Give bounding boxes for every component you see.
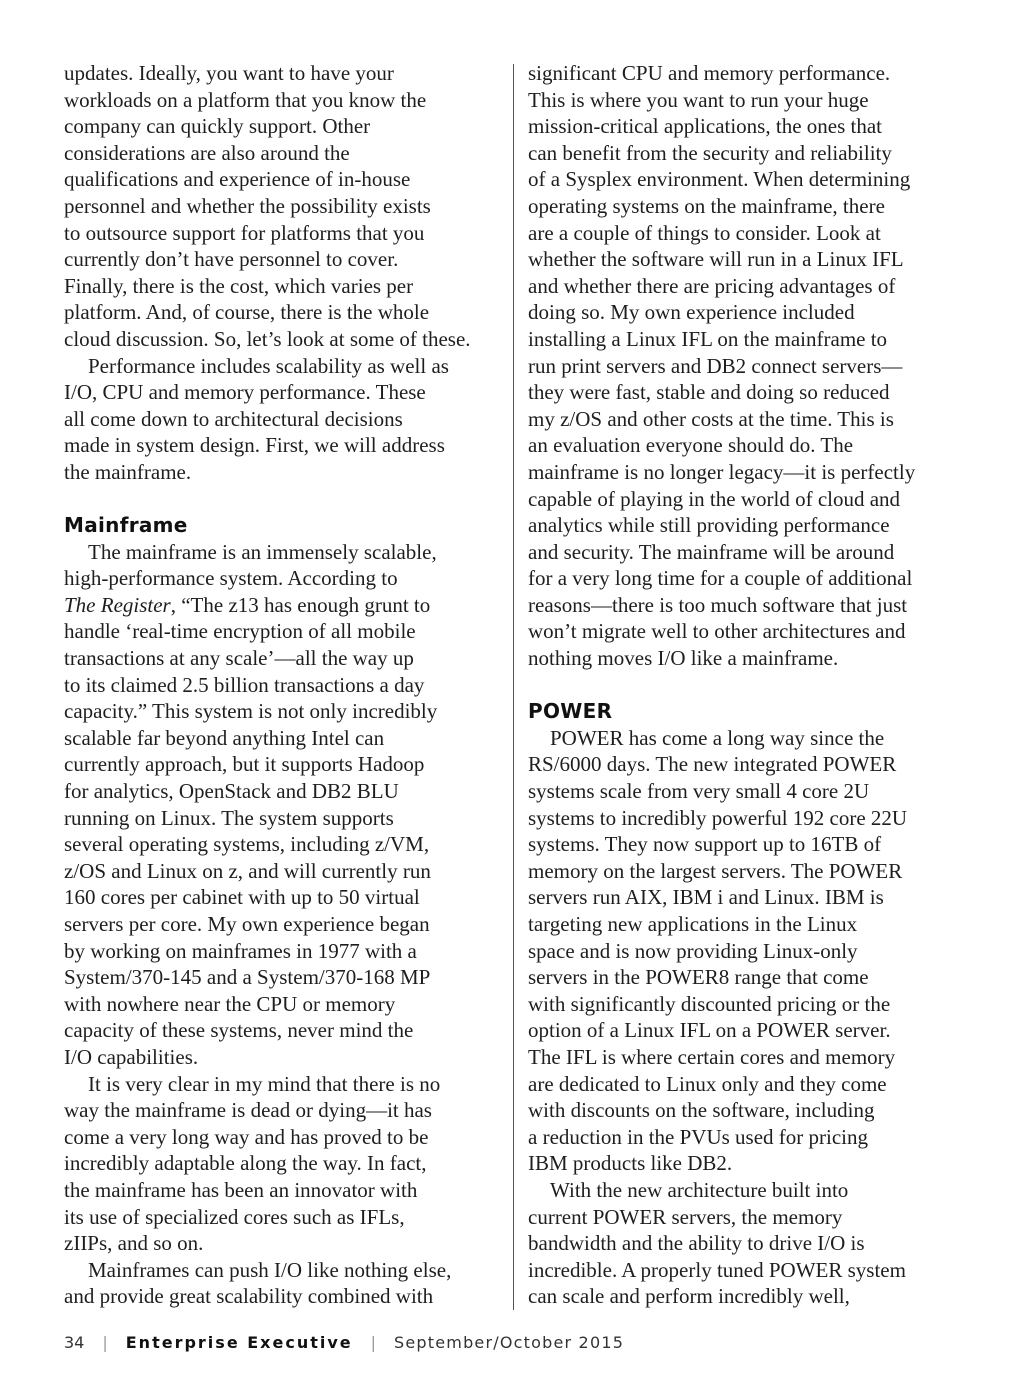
text-line: nothing moves I/O like a mainframe. xyxy=(528,646,839,671)
text-line: with significantly discounted pricing or the xyxy=(528,991,891,1016)
text-line: and provide great scalability combined with xyxy=(64,1284,434,1309)
right-column xyxy=(528,60,962,1310)
text-line: to its claimed 2.5 billion transactions a day xyxy=(64,672,425,697)
text-line: my z/OS and other costs at the time. This is xyxy=(528,406,894,431)
text-line: qualifications and experience of in-house xyxy=(64,167,411,192)
text-line: considerations are also around the xyxy=(64,140,350,165)
text-line: systems to incredibly powerful 192 core 22U xyxy=(528,805,908,830)
section-gap xyxy=(528,672,962,699)
text-line: the mainframe has been an innovator with xyxy=(64,1177,418,1202)
publication-title: The Register xyxy=(64,592,171,617)
page-footer xyxy=(64,1333,624,1352)
text-line: targeting new applications in the Linux xyxy=(528,912,858,936)
text-line: Finally, there is the cost, which varies per xyxy=(64,273,414,298)
text-line: a reduction in the PVUs used for pricing xyxy=(528,1124,869,1149)
text-line: with discounts on the software, including xyxy=(528,1098,875,1123)
text-line xyxy=(64,592,500,619)
power-paragraph-1 xyxy=(528,725,962,1177)
issue-date: September/October 2015 xyxy=(394,1333,625,1352)
text-line: option of a Linux IFL on a POWER server. xyxy=(528,1018,891,1043)
text-line: incredible. A properly tuned POWER system xyxy=(528,1257,906,1282)
magazine-name: Enterprise Executive xyxy=(125,1333,353,1352)
text-line: With the new architecture built into xyxy=(550,1177,849,1202)
text-line: doing so. My own experience included xyxy=(528,300,855,325)
text-line: cloud discussion. So, let’s look at some of these. xyxy=(64,326,471,351)
text-line: RS/6000 days. The new integrated POWER xyxy=(528,752,897,777)
text-line: reasons—there is too much software that just xyxy=(528,592,908,617)
continued-paragraph xyxy=(528,60,962,672)
text-line: mission-critical applications, the ones that xyxy=(528,114,882,139)
text-line: Mainframes can push I/O like nothing else, xyxy=(88,1257,452,1282)
text-line: memory on the largest servers. The POWER xyxy=(528,858,903,883)
text-line: won’t migrate well to other architectures and xyxy=(528,619,906,644)
text-fragment: , “The z13 has enough grunt to xyxy=(170,592,431,617)
text-line: Performance includes scalability as well as xyxy=(88,353,449,378)
text-line: scalable far beyond anything Intel can xyxy=(64,725,385,750)
text-line: made in system design. First, we will address xyxy=(64,433,445,458)
text-line: current POWER servers, the memory xyxy=(528,1204,843,1229)
text-line: operating systems on the mainframe, there xyxy=(528,193,885,218)
footer-separator: | xyxy=(102,1333,108,1352)
text-line: space and is now providing Linux-only xyxy=(528,938,858,963)
text-line: The mainframe is an immensely scalable, xyxy=(88,539,437,564)
left-column xyxy=(64,60,500,1310)
page-number: 34 xyxy=(64,1333,85,1352)
text-line: capacity of these systems, never mind the xyxy=(64,1018,414,1043)
text-line: for analytics, OpenStack and DB2 BLU xyxy=(64,779,399,804)
text-line: they were fast, stable and doing so reduced xyxy=(528,380,890,405)
text-line: servers in the POWER8 range that come xyxy=(528,965,869,990)
text-line: can scale and perform incredibly well, xyxy=(528,1284,850,1309)
text-line: updates. Ideally, you want to have your xyxy=(64,61,394,85)
text-line: currently don’t have personnel to cover. xyxy=(64,247,399,272)
text-line: way the mainframe is dead or dying—it has xyxy=(64,1098,432,1123)
text-line: to outsource support for platforms that you xyxy=(64,220,425,245)
footer-separator: | xyxy=(370,1333,377,1352)
text-line: zIIPs, and so on. xyxy=(64,1231,204,1256)
text-line: mainframe is no longer legacy—it is perfectly xyxy=(528,459,916,484)
mainframe-paragraph-2 xyxy=(64,1071,500,1257)
text-line: z/OS and Linux on z, and will currently run xyxy=(64,858,431,883)
performance-paragraph xyxy=(64,353,500,486)
mainframe-paragraph-3 xyxy=(64,1257,500,1310)
column-divider xyxy=(513,64,514,1310)
power-paragraph-2 xyxy=(528,1177,962,1310)
text-line: I/O capabilities. xyxy=(64,1044,199,1069)
text-line: currently approach, but it supports Hadoop xyxy=(64,752,425,777)
text-line: several operating systems, including z/VM, xyxy=(64,832,430,857)
text-line: significant CPU and memory performance. xyxy=(528,61,891,85)
text-line: 160 cores per cabinet with up to 50 virtual xyxy=(64,885,420,910)
power-heading: POWER xyxy=(528,699,613,724)
text-line: running on Linux. The system supports xyxy=(64,805,394,830)
text-line: come a very long way and has proved to be xyxy=(64,1124,429,1149)
text-line: transactions at any scale’—all the way up xyxy=(64,646,414,671)
text-line: analytics while still providing performance xyxy=(528,513,890,538)
text-line: high-performance system. According to xyxy=(64,566,398,591)
text-line: whether the software will run in a Linux IFL xyxy=(528,247,904,272)
text-line: company can quickly support. Other xyxy=(64,114,371,139)
text-line: the mainframe. xyxy=(64,459,192,484)
text-line: by working on mainframes in 1977 with a xyxy=(64,938,417,963)
text-line: are dedicated to Linux only and they come xyxy=(528,1071,887,1096)
text-line: for a very long time for a couple of additional xyxy=(528,566,913,591)
text-line: bandwidth and the ability to drive I/O is xyxy=(528,1231,865,1256)
text-line: incredibly adaptable along the way. In fact, xyxy=(64,1151,427,1176)
text-line: with nowhere near the CPU or memory xyxy=(64,991,396,1016)
text-line: its use of specialized cores such as IFLs, xyxy=(64,1204,405,1229)
text-line: POWER has come a long way since the xyxy=(550,725,885,750)
text-line: systems scale from very small 4 core 2U xyxy=(528,779,870,804)
text-line: and whether there are pricing advantages of xyxy=(528,273,896,298)
text-line: platform. And, of course, there is the whole xyxy=(64,300,430,325)
text-line: servers per core. My own experience began xyxy=(64,912,430,936)
text-line: capacity.” This system is not only incredibly xyxy=(64,699,438,724)
text-line: System/370-145 and a System/370-168 MP xyxy=(64,965,431,990)
text-line: IBM products like DB2. xyxy=(528,1151,733,1176)
section-gap xyxy=(64,486,500,513)
text-line: servers run AIX, IBM i and Linux. IBM is xyxy=(528,885,884,910)
mainframe-paragraph-1 xyxy=(64,539,500,1071)
text-line: This is where you want to run your huge xyxy=(528,87,869,112)
text-line: systems. They now support up to 16TB of xyxy=(528,832,882,857)
intro-paragraph xyxy=(64,60,500,353)
text-line: and security. The mainframe will be around xyxy=(528,539,895,564)
text-line: of a Sysplex environment. When determining xyxy=(528,167,911,192)
text-line: can benefit from the security and reliability xyxy=(528,140,892,165)
text-line: workloads on a platform that you know the xyxy=(64,87,427,112)
text-line: are a couple of things to consider. Look at xyxy=(528,220,881,245)
text-line: all come down to architectural decisions xyxy=(64,406,403,431)
text-line: capable of playing in the world of cloud and xyxy=(528,486,901,511)
text-line: installing a Linux IFL on the mainframe to xyxy=(528,326,888,351)
text-line: an evaluation everyone should do. The xyxy=(528,433,854,458)
text-line: The IFL is where certain cores and memory xyxy=(528,1044,896,1069)
text-line: I/O, CPU and memory performance. These xyxy=(64,380,426,405)
mainframe-heading: Mainframe xyxy=(64,513,188,538)
text-line: run print servers and DB2 connect servers— xyxy=(528,353,903,378)
text-line: personnel and whether the possibility exists xyxy=(64,193,431,218)
text-line: It is very clear in my mind that there is no xyxy=(88,1071,441,1096)
text-line: handle ‘real-time encryption of all mobile xyxy=(64,619,416,644)
